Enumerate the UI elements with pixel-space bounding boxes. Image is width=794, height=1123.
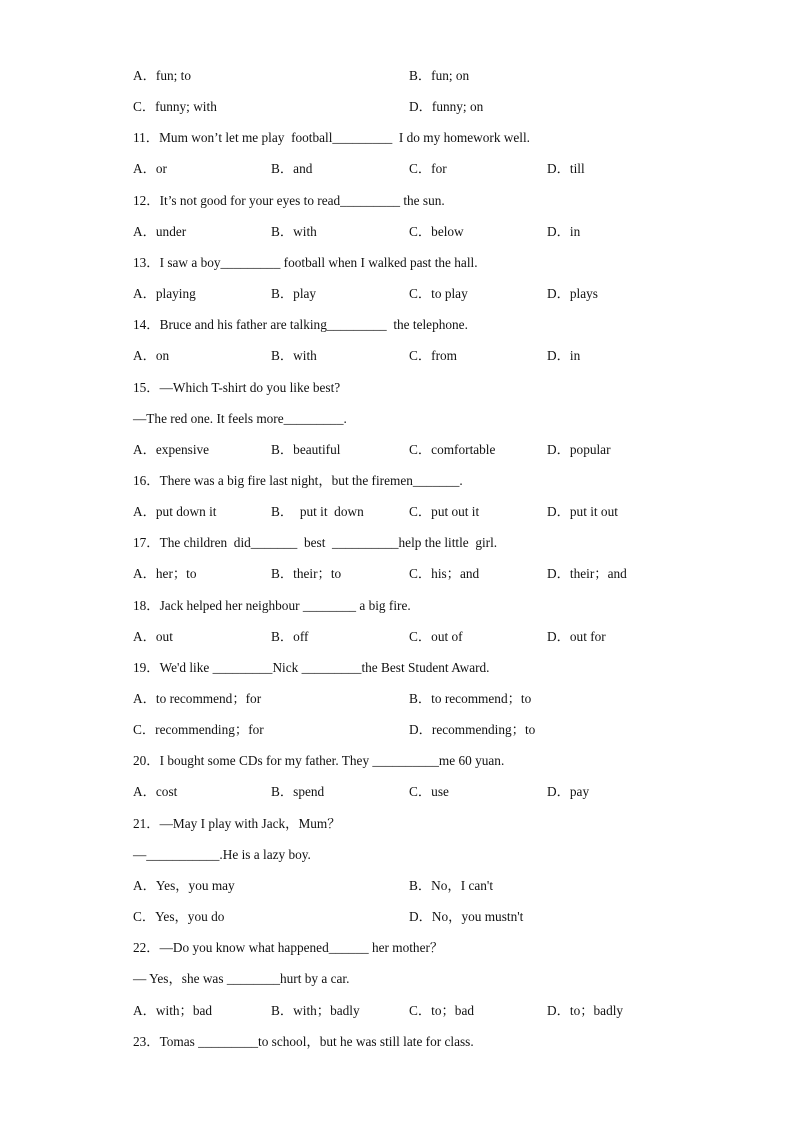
- option-d: D．till: [547, 161, 585, 177]
- option-a: A．her；to: [133, 566, 197, 582]
- option-row: [0, 440, 794, 460]
- question-text: 18．Jack helped her neighbour ________ a big fire.: [133, 597, 411, 613]
- option-d: D．their；and: [547, 566, 627, 582]
- option-a: A．fun; to: [133, 68, 191, 83]
- question-line: [0, 658, 794, 678]
- option-b: D．No，you mustn't: [409, 909, 524, 924]
- question-line: [0, 533, 794, 553]
- question-text: 15．—Which T-shirt do you like best?: [133, 379, 341, 395]
- option-d: D．out for: [547, 628, 606, 644]
- option-c: C．to；bad: [409, 1002, 475, 1018]
- option-a: A．expensive: [133, 441, 210, 457]
- question-line: [0, 315, 794, 335]
- option-b: D．funny; on: [409, 99, 484, 115]
- question-line: [0, 253, 794, 273]
- option-row: [0, 689, 794, 709]
- option-b: B．spend: [271, 784, 325, 800]
- option-d: D．in: [547, 348, 581, 364]
- option-b: B．off: [271, 628, 309, 644]
- option-c: C．from: [409, 348, 458, 364]
- question-text: 16．There was a big fire last night，but the firemen_______.: [133, 472, 463, 488]
- option-row: [0, 1001, 794, 1021]
- question-line: [0, 938, 794, 958]
- option-row: [0, 159, 794, 179]
- question-text: 23．Tomas _________to school，but he was still late for class.: [133, 1033, 474, 1049]
- question-text: 22．—Do you know what happened______ her mother？: [133, 940, 444, 956]
- option-a: A．with；bad: [133, 1002, 213, 1018]
- option-row: [0, 222, 794, 242]
- question-text: 11．Mum won’t let me play football_________ I do my homework well.: [133, 130, 531, 146]
- option-a: A．on: [133, 348, 170, 364]
- question-text: 13．I saw a boy_________ football when I walked past the hall.: [133, 254, 478, 270]
- option-a: A．out: [133, 628, 173, 644]
- option-row: [0, 627, 794, 647]
- option-d: D．in: [547, 223, 581, 239]
- question-text: 19．We'd like _________Nick _________the Best Student Award.: [133, 659, 490, 675]
- option-d: D．popular: [547, 441, 611, 457]
- option-a: A．put down it: [133, 504, 217, 520]
- option-c: C．out of: [409, 628, 463, 644]
- option-b: B．play: [271, 286, 317, 301]
- question-line: [0, 969, 794, 989]
- question-text: 20．I bought some CDs for my father. They __________me 60 yuan.: [133, 753, 505, 769]
- option-d: D．pay: [547, 784, 590, 800]
- option-b: B．with: [271, 348, 317, 364]
- option-c: C．for: [409, 161, 447, 177]
- option-d: D．plays: [547, 286, 598, 301]
- option-b: B． put it down: [271, 504, 364, 520]
- question-text: 17．The children did_______ best __________help the little girl.: [133, 535, 498, 551]
- option-row: [0, 502, 794, 522]
- question-line: [0, 191, 794, 211]
- option-a: A．Yes，you may: [133, 877, 235, 893]
- question-line: [0, 1032, 794, 1052]
- option-d: D．to；badly: [547, 1002, 624, 1018]
- option-c: C．to play: [409, 286, 468, 301]
- question-line: [0, 409, 794, 429]
- option-c: C．his；and: [409, 566, 480, 582]
- option-d: D．put it out: [547, 504, 618, 520]
- question-text: 21．—May I play with Jack，Mum？: [133, 815, 341, 831]
- option-a: A．or: [133, 161, 167, 177]
- option-a: A．under: [133, 223, 187, 239]
- option-a: A．playing: [133, 286, 196, 301]
- question-text: — Yes，she was ________hurt by a car.: [133, 971, 350, 987]
- question-line: [0, 128, 794, 148]
- option-b: B．fun; on: [409, 68, 470, 83]
- option-row: [0, 876, 794, 896]
- option-row: [0, 284, 794, 304]
- option-c: C．put out it: [409, 504, 480, 520]
- option-b: B．beautiful: [271, 441, 341, 457]
- question-text: 12．It’s not good for your eyes to read_________ the sun.: [133, 192, 445, 208]
- question-line: [0, 751, 794, 771]
- option-row: [0, 782, 794, 802]
- option-row: [0, 66, 794, 86]
- option-row: [0, 564, 794, 584]
- question-text: —___________.He is a lazy boy.: [133, 846, 311, 862]
- option-b: B．No，I can't: [409, 877, 494, 893]
- option-b: B．their；to: [271, 566, 342, 582]
- option-b: D．recommending；to: [409, 722, 536, 738]
- option-b: B．and: [271, 161, 313, 177]
- question-line: [0, 814, 794, 834]
- option-c: C．comfortable: [409, 441, 496, 457]
- option-b: B．to recommend；to: [409, 691, 532, 706]
- option-b: B．with；badly: [271, 1002, 360, 1018]
- option-a: C．funny; with: [133, 99, 217, 115]
- option-c: C．use: [409, 784, 449, 800]
- option-row: [0, 720, 794, 740]
- option-a: C．Yes，you do: [133, 909, 225, 924]
- question-text: 14．Bruce and his father are talking_________ the telephone.: [133, 317, 468, 333]
- option-row: [0, 346, 794, 366]
- option-c: C．below: [409, 223, 464, 239]
- question-line: [0, 471, 794, 491]
- question-line: [0, 378, 794, 398]
- option-a: A．to recommend；for: [133, 691, 262, 706]
- option-row: [0, 97, 794, 117]
- question-line: [0, 845, 794, 865]
- option-row: [0, 907, 794, 927]
- option-a: C．recommending；for: [133, 722, 264, 738]
- question-line: [0, 596, 794, 616]
- option-b: B．with: [271, 223, 317, 239]
- option-a: A．cost: [133, 784, 178, 800]
- question-text: —The red one. It feels more_________.: [133, 410, 347, 426]
